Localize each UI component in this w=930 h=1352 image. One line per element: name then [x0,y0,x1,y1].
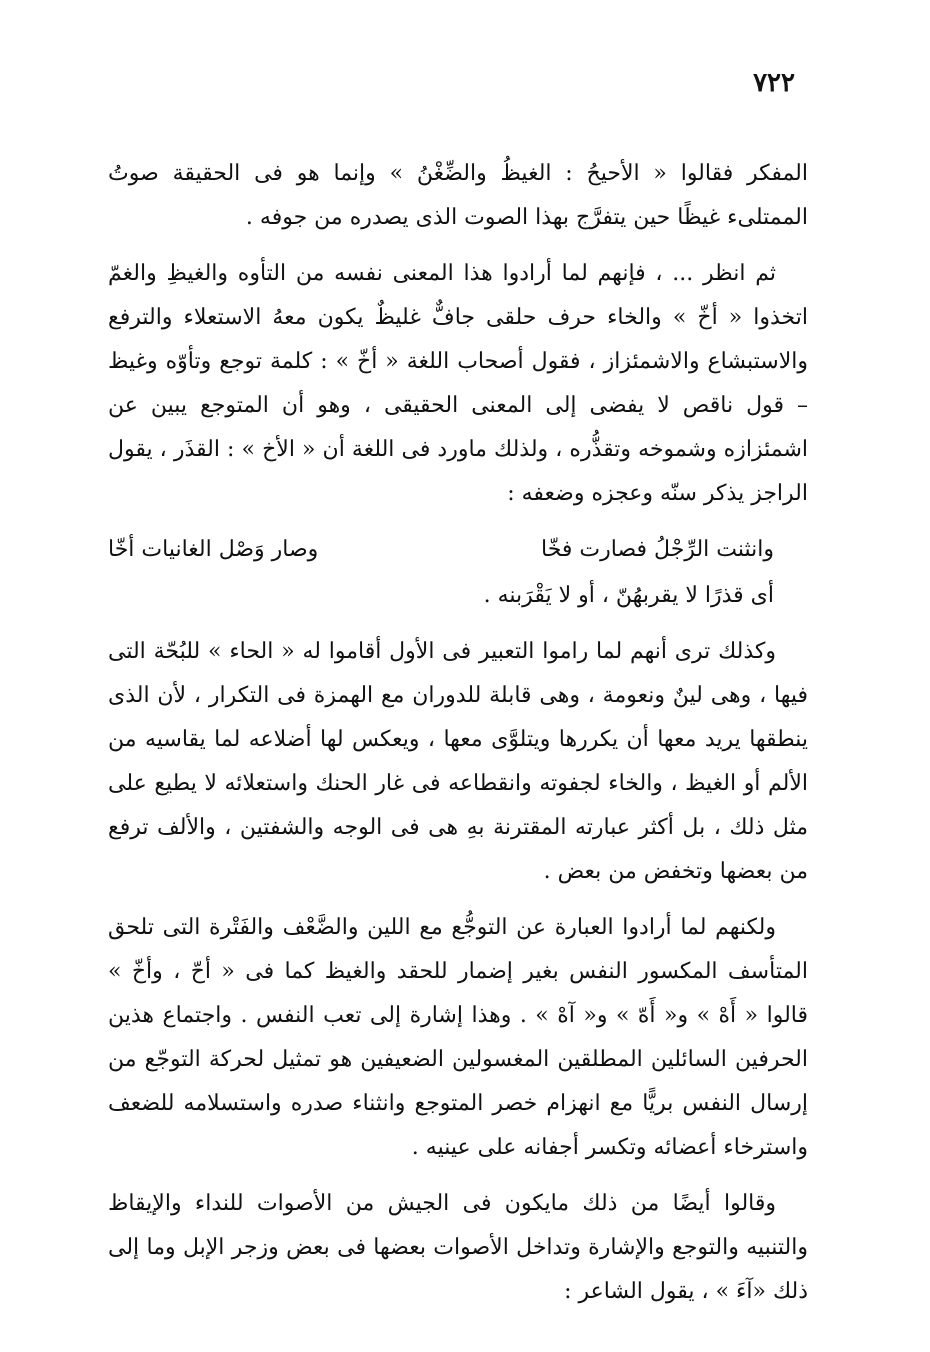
verse-second-hemistich: وصار وَصْل الغانيات أخّا [108,537,319,562]
page-number: ٧٢٢ [753,68,795,98]
paragraph-5: وقالوا أيضًا من ذلك مايكون فى الجيش من الأصوات للنداء والإيقاظ والتنبيه والتوجع والإشارة وتداخل الأصوات بعضها فى بعض وزجر الإبل وما إلى ذلك «آءَ » ، يقول الشاعر : [108,1191,808,1304]
verse-line [108,528,808,572]
paragraph-2: ثم انظر ... ، فإنهم لما أرادوا هذا المعنى نفسه من التأوه والغيظِ والغمّ اتخذوا « أخّ » والخاء حرف حلقى جافٌّ غليظٌ يكون معهُ الاستعلاء والترفع والاستبشاع والاشمئزاز ، فقول أصحاب اللغة « أخّ » : كلمة توجع وتأوّه وغيظ – قول ناقص لا يفضى إلى المعنى الحقيقى ، وهو أن المتوجع يبين عن اشمئزازه وشموخه وتقذُّره ، ولذلك ماورد فى اللغة أن « الأخ » : القذَر ، يقول الراجز يذكر سنّه وعجزه وضعفه : [108,261,808,506]
body-text [108,152,808,1326]
verse-first-hemistich: وانثنت الرِّجْلُ فصارت فخّا [541,537,774,562]
verse-gloss: أى قذرًا لا يقربهُنّ ، أو لا يَقْرَبنه . [483,583,774,608]
paragraph-1: المفكر فقالوا « الأحيحُ : الغيظُ والضِّغْنُ » وإنما هو فى الحقيقة صوتُ الممتلىء غيظًا حين يتفرَّج بهذا الصوت الذى يصدره من جوفه . [108,161,808,230]
paragraph-3: وكذلك ترى أنهم لما راموا التعبير فى الأول أقاموا له « الحاء » للبُحّة التى فيها ، وهى لينٌ ونعومة ، وهى قابلة للدوران مع الهمزة فى التكرار ، لأن الذى ينطقها يريد معها أن يكررها ويتلوَّى معها ، ويعكس لها أضلاعه لما يقاسيه من الألم أو الغيظ ، والخاء لجفوته وانقطاعه فى غار الحنك واستعلائه لا يطيع على مثل ذلك ، بل أكثر عبارته المقترنة بهِ هى فى الوجه والشفتين ، والألف ترفع من بعضها وتخفض من بعض . [108,639,808,884]
paragraph-4: ولكنهم لما أرادوا العبارة عن التوجُّع مع اللين والضَّعْف والفَتْرة التى تلحق المتأسف المكسور النفس بغير إضمار للحقد والغيظ كما فى « أحّ ، وأخّ » قالوا « أَهْ » و« أَهّ » و« آهْ » . وهذا إشارة إلى تعب النفس . واجتماع هذين الحرفين السائلين المطلقين المغسولين الضعيفين هو تمثيل لحركة التوجّع من إرسال النفس بريًّا مع انهزام خصر المتوجع وانثناء صدره واستسلامه للضعف واسترخاء أعضائه وتكسر أجفانه على عينيه . [108,915,808,1160]
